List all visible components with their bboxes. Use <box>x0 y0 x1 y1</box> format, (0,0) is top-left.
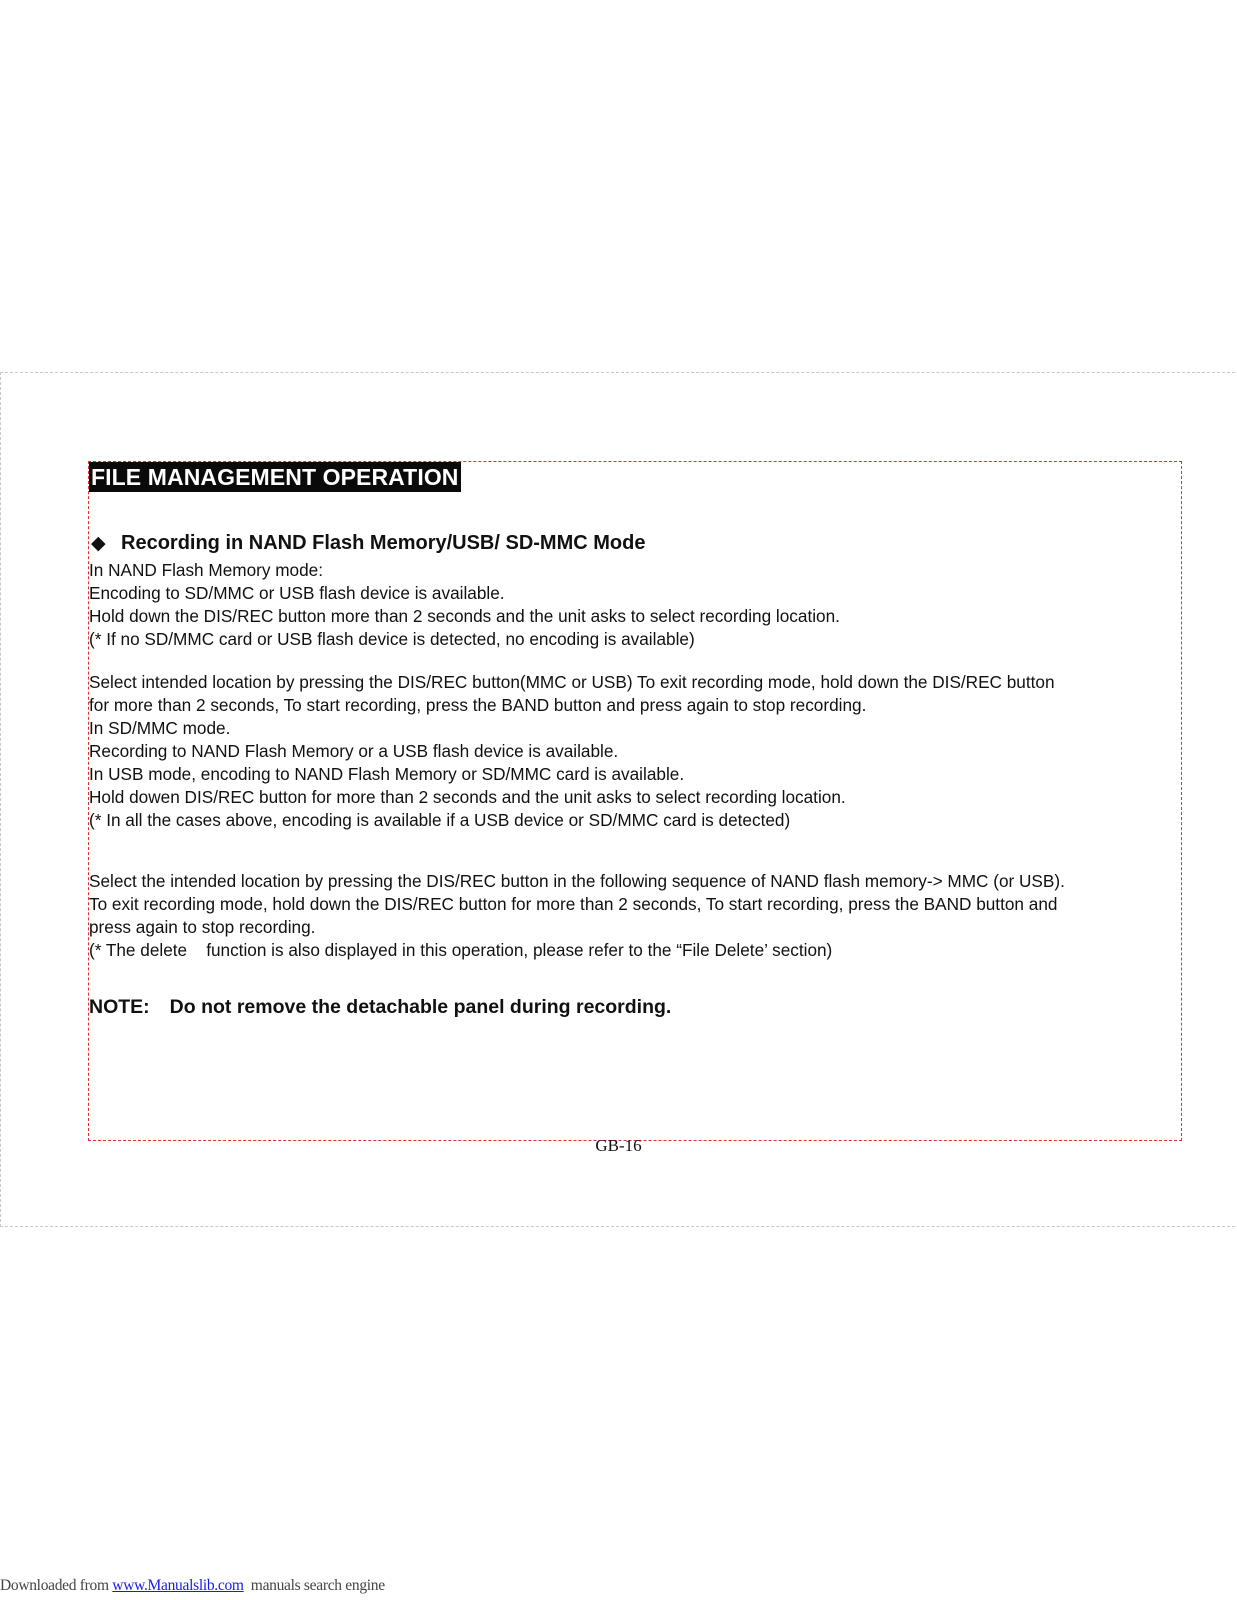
text-line: In USB mode, encoding to NAND Flash Memory or SD/MMC card is available. <box>89 764 685 784</box>
note-label: NOTE: <box>89 996 150 1018</box>
footer-prefix: Downloaded from <box>0 1577 113 1594</box>
diamond-bullet-icon: ◆ <box>91 533 106 554</box>
text-line: In NAND Flash Memory mode: <box>89 560 324 580</box>
text-line: Hold down the DIS/REC button more than 2 seconds and the unit asks to select recording location. <box>89 606 840 626</box>
text-line: (* The delete function is also displayed in this operation, please refer to the “File Delete’ section) <box>89 940 833 960</box>
text-line: Select intended location by pressing the DIS/REC button(MMC or USB) To exit recording mode, hold down the DIS/REC button <box>89 672 1055 692</box>
text-line: (* If no SD/MMC card or USB flash device is detected, no encoding is available) <box>89 629 695 649</box>
subheading <box>91 530 645 557</box>
paragraph-location-select <box>89 671 1055 832</box>
text-line: Recording to NAND Flash Memory or a USB flash device is available. <box>89 741 619 761</box>
text-line: Select the intended location by pressing the DIS/REC button in the following sequence of NAND flash memory-> MMC (or USB). <box>89 871 1065 891</box>
footer-suffix: manuals search engine <box>243 1577 385 1594</box>
text-line: In SD/MMC mode. <box>89 718 231 738</box>
manualslib-link[interactable]: www.Manualslib.com <box>112 1577 244 1594</box>
note <box>89 994 671 1020</box>
text-line: Encoding to SD/MMC or USB flash device is available. <box>89 583 505 603</box>
text-line: (* In all the cases above, encoding is available if a USB device or SD/MMC card is detected) <box>89 810 791 830</box>
footer <box>0 1577 385 1595</box>
paragraph-sequence <box>89 870 1065 962</box>
paragraph-nand-mode <box>89 559 840 651</box>
text-line: for more than 2 seconds, To start recording, press the BAND button and press again to stop recording. <box>89 695 867 715</box>
text-line: press again to stop recording. <box>89 917 316 937</box>
subheading-text: Recording in NAND Flash Memory/USB/ SD-MMC Mode <box>121 532 646 554</box>
text-line: Hold dowen DIS/REC button for more than 2 seconds and the unit asks to select recording location. <box>89 787 846 807</box>
page-number: GB-16 <box>595 1136 642 1155</box>
note-text: Do not remove the detachable panel during recording. <box>169 996 672 1018</box>
section-title: FILE MANAGEMENT OPERATION <box>91 464 459 490</box>
text-line: To exit recording mode, hold down the DIS/REC button for more than 2 seconds, To start recording, press the BAND button and <box>89 894 1058 914</box>
